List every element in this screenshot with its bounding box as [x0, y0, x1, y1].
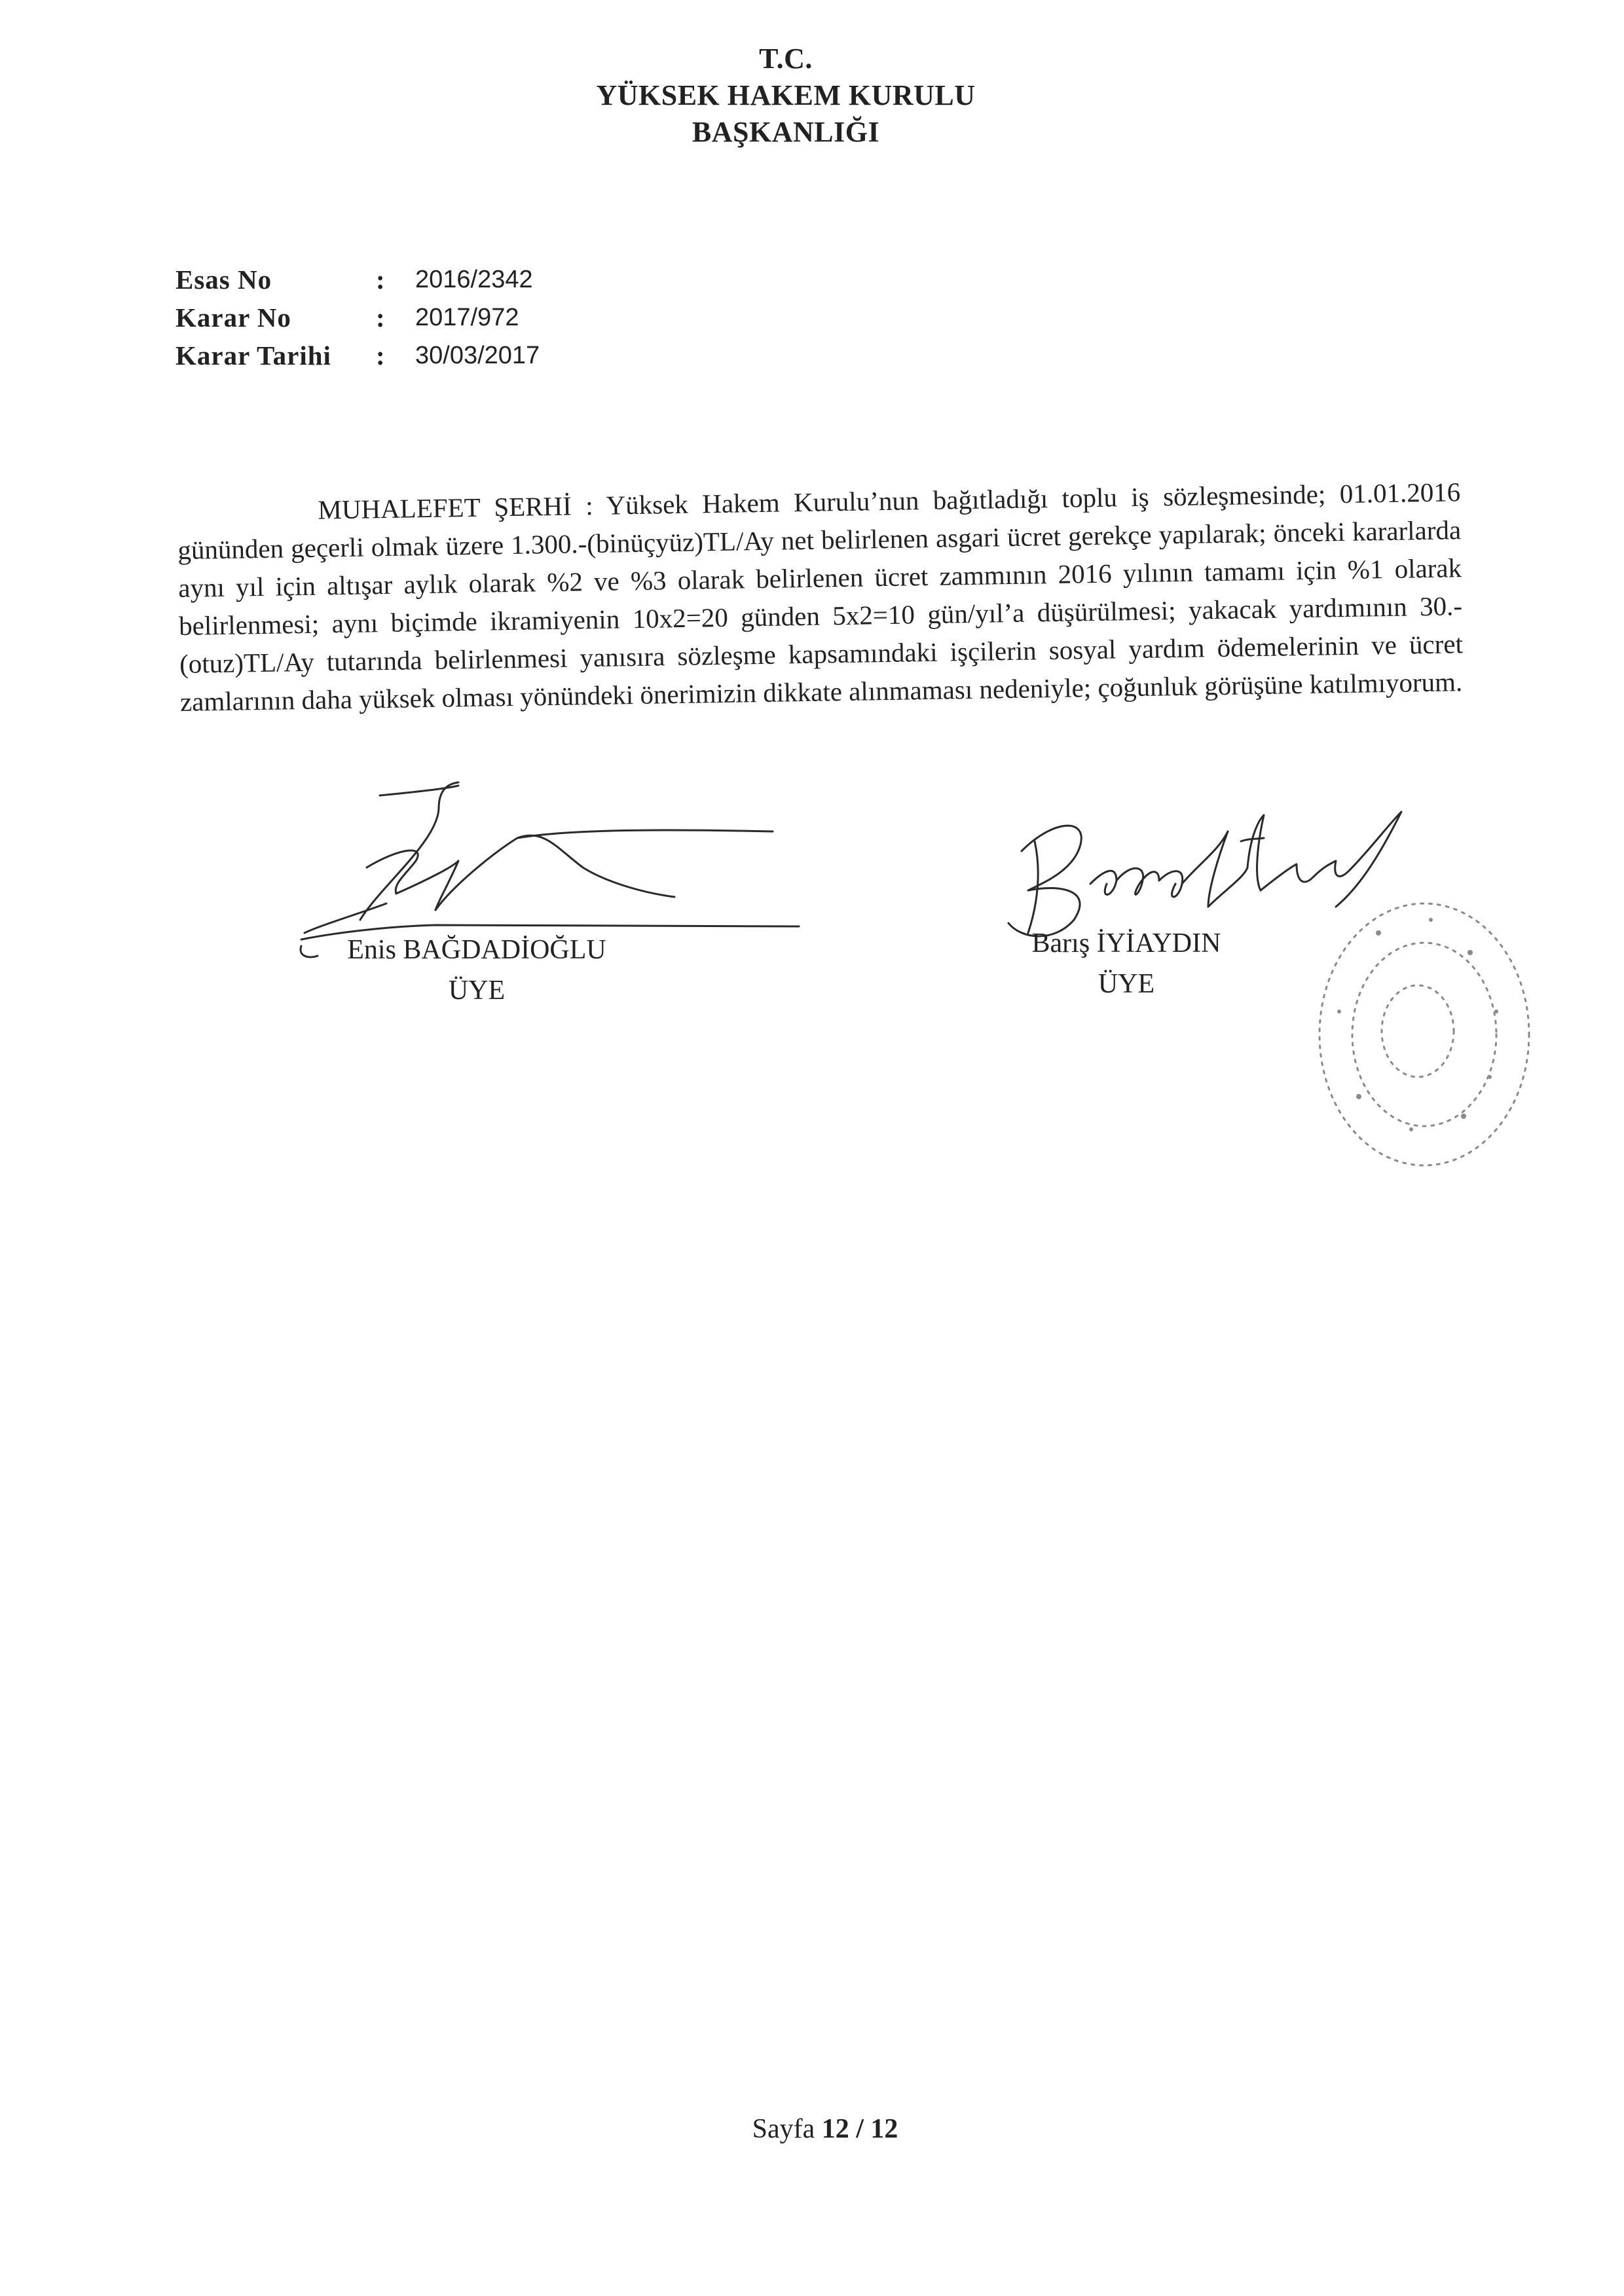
dissent-paragraph: MUHALEFET ŞERHİ : Yüksek Hakem Kurulu’nun bağıtladığı toplu iş sözleşmesinde; 01.01.2016 gününden geçerli olmak üzere 1.300.-(binüçyüz)TL/Ay net belirlenen asgari ücret gerekçe yapılarak; önceki kararlarda aynı yıl için altışar aylık olarak %2 ve %3 olarak belirlenen ücret zammının 2016 yılının tamamı için %1 olarak belirlenmesi; aynı biçimde ikramiyenin 10x2=20 günden 5x2=10 gün/yıl’a düşürülmesi; yakacak yardımının 30.-(otuz)TL/Ay tutarında belirlenmesi yanısıra sözleşme kapsamındaki işçilerin sosyal yardım ödemelerinin ve ücret zamlarının daha yüksek olması yönündeki önerimizin dikkate alınmaması nedeniyle; çoğunluk görüşüne katılmıyorum.: [177, 477, 1464, 717]
header-institution: YÜKSEK HAKEM KURULU: [596, 79, 976, 111]
case-info-row-tarih: [175, 337, 540, 374]
document-header: [0, 41, 1598, 151]
karar-tarihi-label: Karar Tarihi: [175, 340, 331, 371]
case-info-block: [175, 261, 540, 374]
karar-tarihi-value: 30/03/2017: [415, 342, 540, 369]
page-number: 12 / 12: [821, 2114, 898, 2144]
signer-left-name: Enis BAĞDADİOĞLU: [347, 935, 606, 965]
esas-value: 2016/2342: [415, 266, 533, 293]
header-country: T.C.: [759, 43, 813, 75]
signer-left: [313, 930, 640, 1011]
official-seal: [1300, 881, 1549, 1188]
signer-right-role: ÜYE: [1098, 969, 1155, 999]
signer-right: [982, 923, 1270, 1004]
esas-colon: :: [376, 264, 385, 295]
page-label: Sayfa: [752, 2114, 815, 2144]
karar-label: Karar No: [175, 302, 291, 333]
header-office: BAŞKANLIĞI: [692, 116, 880, 148]
case-info-row-esas: [175, 261, 540, 299]
karar-value: 2017/972: [415, 304, 519, 331]
karar-tarihi-colon: :: [376, 340, 385, 371]
page-footer: [13, 2113, 1624, 2145]
karar-colon: :: [376, 302, 385, 333]
signer-left-role: ÜYE: [448, 975, 506, 1006]
case-info-row-karar: [175, 299, 540, 337]
signer-right-name: Barış İYİAYDIN: [1031, 928, 1221, 958]
esas-label: Esas No: [175, 264, 272, 295]
